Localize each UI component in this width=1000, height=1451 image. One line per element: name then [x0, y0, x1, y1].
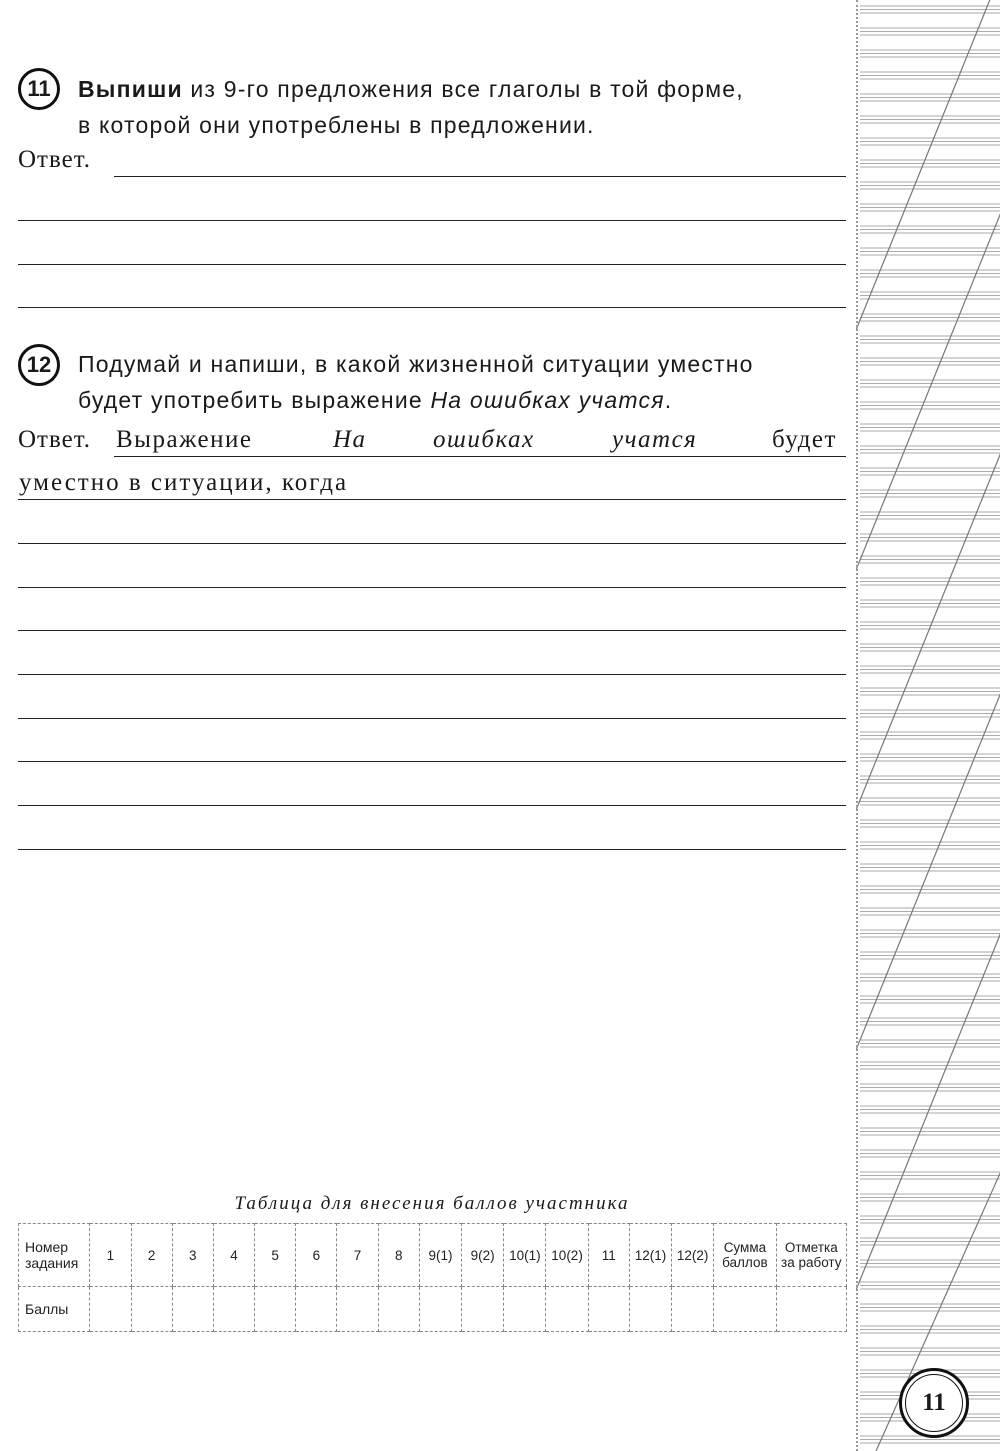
- answer-line[interactable]: [18, 630, 846, 631]
- column-header: Сумма баллов: [714, 1224, 776, 1287]
- answer-line[interactable]: [114, 176, 846, 177]
- table-caption: Таблица для внесения баллов участника: [234, 1193, 630, 1214]
- task-11-bold-word: Выпиши: [78, 76, 183, 102]
- answer-line[interactable]: [18, 499, 846, 500]
- score-cell[interactable]: [714, 1287, 776, 1332]
- column-header: 10(1): [504, 1224, 546, 1287]
- task-number-badge: 11: [18, 68, 60, 110]
- column-header: 10(2): [546, 1224, 588, 1287]
- score-cell[interactable]: [504, 1287, 546, 1332]
- column-header: 9(2): [462, 1224, 504, 1287]
- margin-border: [856, 0, 858, 1451]
- score-cell[interactable]: [378, 1287, 419, 1332]
- row-header-scores: Баллы: [19, 1287, 90, 1332]
- prefill-word: будет: [772, 426, 837, 453]
- score-cell[interactable]: [588, 1287, 629, 1332]
- prefill-line2: уместно в ситуации, когда: [19, 469, 349, 496]
- prefill-word: Выражение: [116, 426, 253, 453]
- score-cell[interactable]: [419, 1287, 461, 1332]
- score-cell[interactable]: [629, 1287, 671, 1332]
- column-header: 4: [213, 1224, 254, 1287]
- score-cell[interactable]: [296, 1287, 337, 1332]
- prefill-italic-word: учатся: [612, 426, 698, 453]
- task-number-badge: 12: [18, 344, 60, 386]
- column-header: 9(1): [419, 1224, 461, 1287]
- answer-label: Ответ.: [18, 146, 92, 173]
- task-12-question: [78, 346, 846, 418]
- answer-line[interactable]: [18, 674, 846, 675]
- answer-line[interactable]: [18, 849, 846, 850]
- score-cell[interactable]: [255, 1287, 296, 1332]
- column-header: 5: [255, 1224, 296, 1287]
- task-12-text-line1: Подумай и напиши, в какой жизненной ситуации уместно: [78, 351, 754, 377]
- row-header-task-number: Номер задания: [19, 1224, 90, 1287]
- page-number: 11: [905, 1374, 963, 1432]
- task-11-question: [78, 71, 846, 143]
- score-cell[interactable]: [672, 1287, 714, 1332]
- column-header: 12(1): [629, 1224, 671, 1287]
- task-11-text-line2: в которой они употреблены в предложении.: [78, 112, 595, 138]
- task-12: [18, 344, 846, 424]
- score-table: [18, 1223, 847, 1332]
- task-11: [18, 68, 846, 148]
- answer-label: Ответ.: [18, 426, 92, 453]
- task-12-text-end: .: [664, 387, 673, 413]
- prefill-italic-word: На: [333, 426, 367, 453]
- column-header: 8: [378, 1224, 419, 1287]
- column-header: 1: [90, 1224, 131, 1287]
- prefill-word: [333, 426, 367, 454]
- column-header: 2: [131, 1224, 172, 1287]
- prefill-italic-word: ошибках: [433, 426, 535, 453]
- score-cell[interactable]: [172, 1287, 213, 1332]
- score-cell[interactable]: [213, 1287, 254, 1332]
- column-header: 6: [296, 1224, 337, 1287]
- answer-line[interactable]: [18, 264, 846, 265]
- answer-line[interactable]: [18, 307, 846, 308]
- task-12-text-line2: будет употребить выражение: [78, 387, 431, 413]
- score-cell[interactable]: [546, 1287, 588, 1332]
- handwriting-margin-ruling: [856, 0, 1000, 1451]
- answer-line[interactable]: [18, 587, 846, 588]
- page-number-badge: [899, 1368, 969, 1438]
- prefill-word: [433, 426, 535, 454]
- column-header: 7: [337, 1224, 378, 1287]
- answer-line[interactable]: [114, 456, 846, 457]
- column-header: 11: [588, 1224, 629, 1287]
- score-cell[interactable]: [776, 1287, 846, 1332]
- answer-line[interactable]: [18, 220, 846, 221]
- answer-line[interactable]: [18, 805, 846, 806]
- score-cell[interactable]: [90, 1287, 131, 1332]
- column-header: 3: [172, 1224, 213, 1287]
- answer-line[interactable]: [18, 543, 846, 544]
- score-cell[interactable]: [131, 1287, 172, 1332]
- column-header: Отметка за работу: [776, 1224, 846, 1287]
- answer-line[interactable]: [18, 718, 846, 719]
- answer-line[interactable]: [18, 761, 846, 762]
- task-12-idiom: На ошибках учатся: [430, 387, 665, 413]
- prefill-word: [612, 426, 697, 454]
- column-header: 12(2): [672, 1224, 714, 1287]
- score-cell[interactable]: [462, 1287, 504, 1332]
- score-cell[interactable]: [337, 1287, 378, 1332]
- task-11-text-line1: из 9-го предложения все глаголы в той форме,: [182, 76, 744, 102]
